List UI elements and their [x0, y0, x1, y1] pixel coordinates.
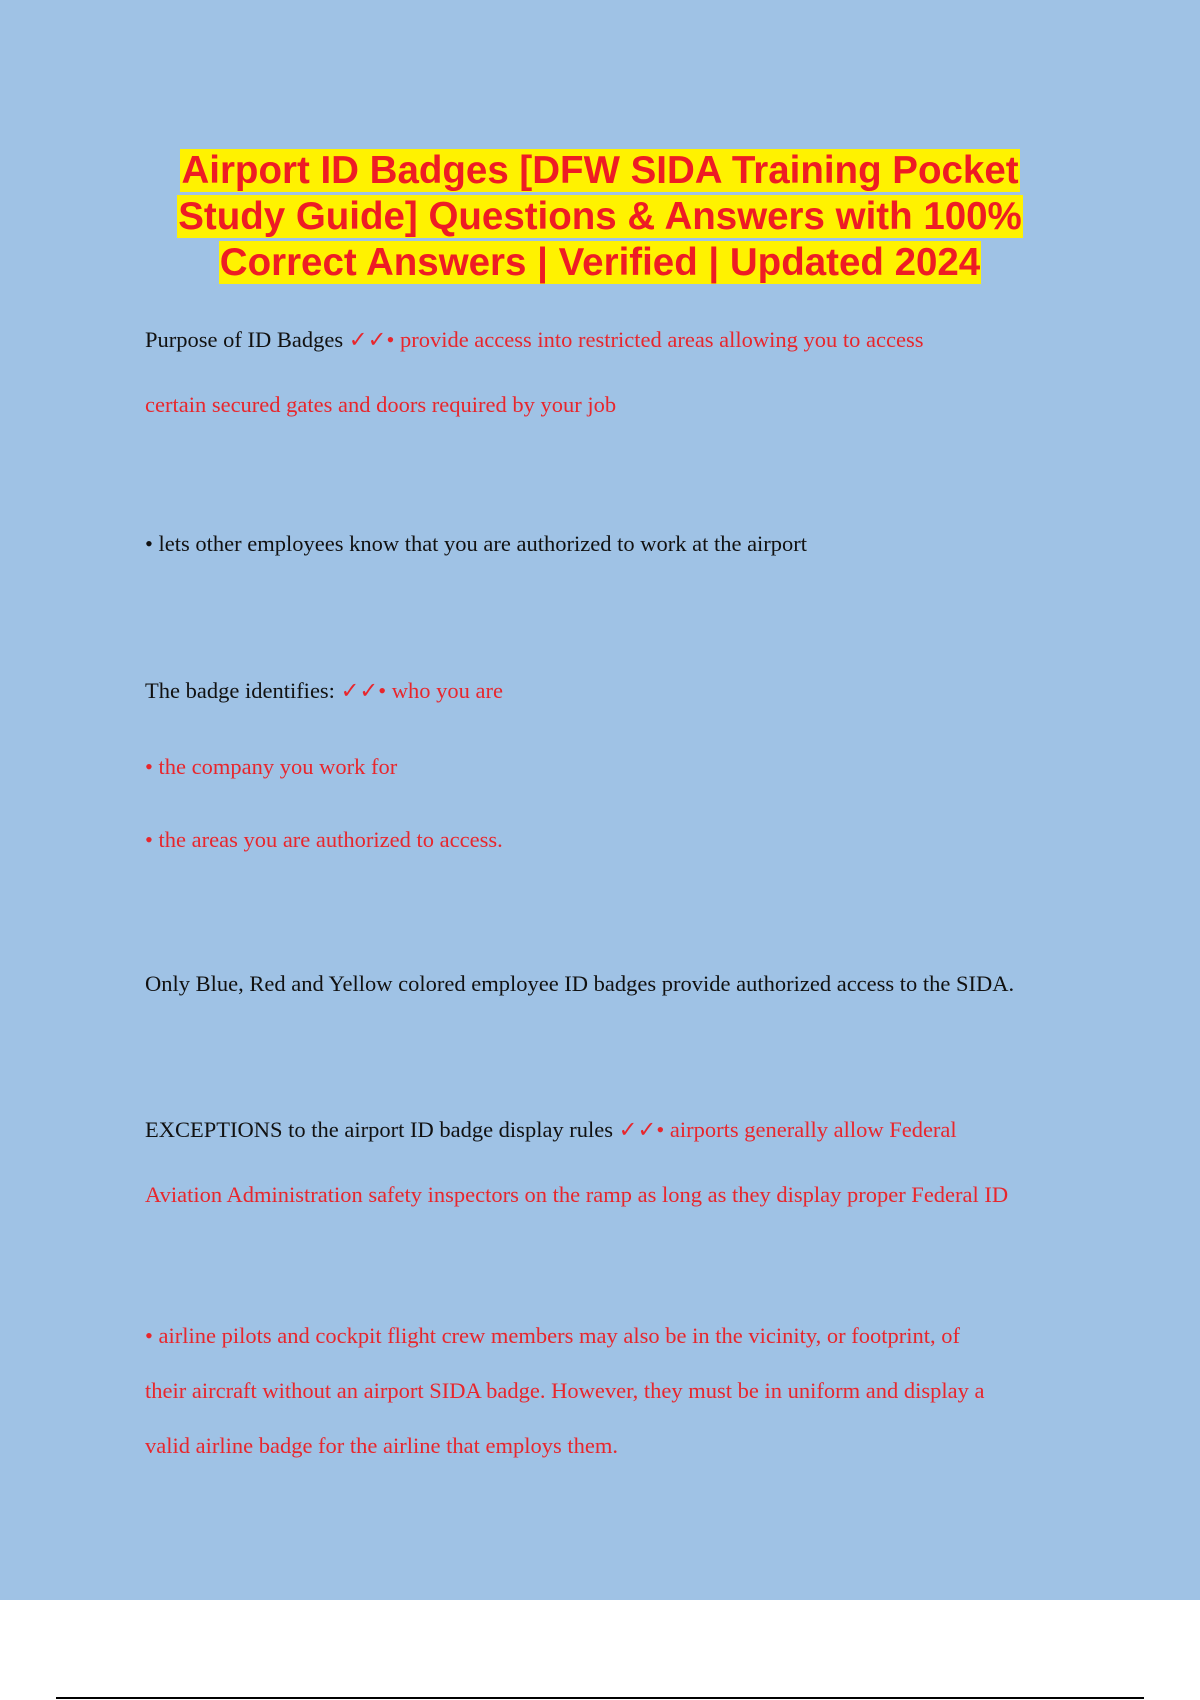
question-text: The badge identifies: [145, 678, 335, 703]
check-mark-icon: ✓✓• [348, 327, 395, 352]
answer-text: Aviation Administration safety inspectors on the ramp as long as they display proper Federal ID [145, 1182, 1009, 1207]
question-text: Purpose of ID Badges [145, 327, 344, 352]
question-purpose-of-id-badges [145, 326, 924, 354]
document-title [0, 148, 1200, 286]
answer-text: airports generally allow Federal [669, 1117, 957, 1142]
question-text: EXCEPTIONS to the airport ID badge display rules [145, 1117, 614, 1142]
check-mark-icon: ✓✓• [618, 1117, 665, 1142]
answer-text: • the company you work for [145, 754, 398, 779]
footer-divider [56, 1697, 1144, 1699]
answer-text: certain secured gates and doors required by your job [145, 392, 617, 417]
question-exceptions [145, 1116, 957, 1144]
statement-text: Only Blue, Red and Yellow colored employee ID badges provide authorized access to the SIDA. [145, 971, 1015, 996]
answer-text: valid airline badge for the airline that employs them. [145, 1433, 618, 1458]
answer-text: provide access into restricted areas allowing you to access [399, 327, 924, 352]
title-line-3: Correct Answers | Verified | Updated 2024 [219, 241, 981, 284]
title-line-1: Airport ID Badges [DFW SIDA Training Pocket [181, 149, 1019, 192]
bullet-text: • lets other employees know that you are authorized to work at the airport [145, 531, 808, 556]
answer-text: who you are [391, 678, 503, 703]
answer-text: • the areas you are authorized to access. [145, 827, 503, 852]
check-mark-icon: ✓✓• [340, 678, 387, 703]
answer-text: their aircraft without an airport SIDA badge. However, they must be in uniform and display a [145, 1378, 985, 1403]
answer-text: • airline pilots and cockpit flight crew members may also be in the vicinity, or footprint, of [145, 1323, 960, 1348]
title-line-2: Study Guide] Questions & Answers with 100% [178, 195, 1022, 238]
question-badge-identifies [145, 677, 503, 705]
